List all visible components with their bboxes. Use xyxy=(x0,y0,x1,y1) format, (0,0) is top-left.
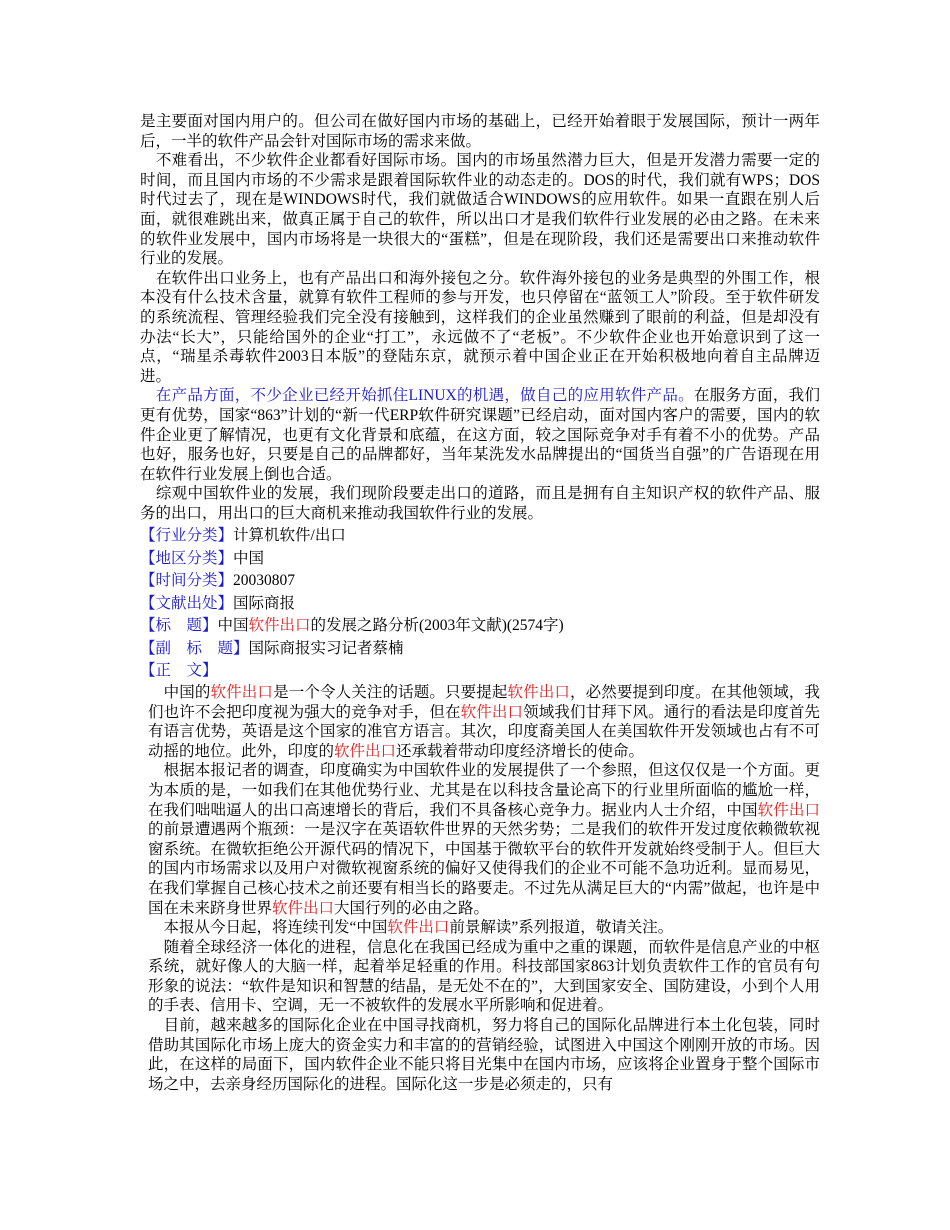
meta-source-label: 【文献出处】 xyxy=(140,594,234,612)
intro-paragraph-2: 不难看出，不少软件企业都看好国际市场。国内的市场虽然潜力巨大，但是开发潜力需要一定的时间，而且国内市场的不少需求是跟着国际软件业的动态走的。DOS的时代，我们就有WPS；DOS时代过去了，现在是WINDOWS时代，我们就做适合WINDOWS的应用软件。如果一直跟在别人后面，就很难跳出来，做真正属于自己的软件，所以出口才是我们软件行业发展的必由之路。在未来的软件业发展中，国内市场将是一块很大的“蛋糕”，但是在现阶段，我们还是需要出口来推动软件行业的发展。 xyxy=(140,152,820,268)
text-run: ，必然要提到印度。在其他领域，我们也许不会把印度视为强大的竞争对手，但在 xyxy=(148,683,820,721)
meta-subtitle xyxy=(140,638,820,661)
intro-paragraph-1: 是主要面对国内用户的。但公司在做好国内市场的基础上，已经开始着眼于发展国际，预计一两年后，一半的软件产品会针对国际市场的需求来做。 xyxy=(140,113,820,150)
meta-title-keyword: 软件出口 xyxy=(248,617,311,635)
intro-paragraph-3: 在软件出口业务上，也有产品出口和海外接包之分。软件海外接包的业务是典型的外围工作，根本没有什么技术含量，就算有软件工程师的参与开发，也只停留在“蓝领工人”阶段。至于软件研发的系统流程、管理经验我们完全没有接触到，这样我们的企业虽然赚到了眼前的利益，但是却没有办法“长大”，只能给国外的企业“打工”，永远做不了“老板”。不少软件企业也开始意识到了这一点，“瑞星杀毒软件2003日本版”的登陆东京，就预示着中国企业正在开始积极地向着自主品牌迈进。 xyxy=(140,269,820,385)
product-service-paragraph xyxy=(140,386,820,484)
meta-title-post: 的发展之路分析(2003年文献)(2574字) xyxy=(310,617,564,635)
article-paragraph-2 xyxy=(148,761,820,918)
meta-region-value: 中国 xyxy=(233,549,265,567)
article-body xyxy=(140,683,820,1094)
meta-source xyxy=(140,593,820,616)
meta-subtitle-value: 国际商报实习记者蔡楠 xyxy=(248,639,404,657)
text-run: 中国的 xyxy=(148,683,211,701)
article-paragraph-3 xyxy=(148,918,820,938)
meta-industry-value: 计算机软件/出口 xyxy=(233,527,346,545)
document-page xyxy=(140,112,820,1094)
keyword-highlight: 软件出口 xyxy=(757,801,820,819)
closing-paragraph: 综观中国软件业的发展，我们现阶段要走出口的道路，而且是拥有自主知识产权的软件产品、服务的出口，用出口的巨大商机来推动我国软件行业的发展。 xyxy=(140,485,820,522)
text-run: 的前景遭遇两个瓶颈：一是汉字在英语软件世界的天然劣势；二是我们的软件开发过度依赖微软视窗系统。在微软拒绝公开源代码的情况下，中国基于微软平台的软件开发就始终受制于人。但巨大的国内市场需求以及用户对微软视窗系统的偏好又使得我们的企业不可能不急功近利。显而易见，在我们掌握自己核心技术之前还要有相当长的路要走。不过先从满足巨大的“内需”做起，也许是中国在未来跻身世界 xyxy=(148,821,820,917)
text-run: 是一个令人关注的话题。只要提起 xyxy=(273,683,508,701)
meta-title xyxy=(140,615,820,638)
keyword-highlight: 软件出口 xyxy=(507,683,571,701)
meta-title-label: 【标 题】 xyxy=(140,617,218,635)
text-run: 前景解读”系列报道，敬请关注。 xyxy=(449,919,674,937)
text-run: 领域我们甘拜下风。通行的看法是印度首先有语言优势，英语是这个国家的准官方语言。其次，印度裔美国人在美国软件开发领域也占有不可动摇的地位。此外，印度的 xyxy=(148,703,820,760)
text-run: 还承载着带动印度经济增长的使命。 xyxy=(396,742,645,760)
meta-region xyxy=(140,548,820,571)
article-paragraph-1 xyxy=(148,683,820,761)
meta-subtitle-label: 【副 标 题】 xyxy=(140,639,249,657)
meta-time-label: 【时间分类】 xyxy=(140,572,234,590)
keyword-highlight: 软件出口 xyxy=(210,683,274,701)
keyword-highlight: 软件出口 xyxy=(460,703,524,721)
meta-industry xyxy=(140,525,820,548)
text-run: 大国行列的必由之路。 xyxy=(334,899,490,917)
text-run: 本报从今日起，将连续刊发“中国 xyxy=(148,919,388,937)
meta-industry-label: 【行业分类】 xyxy=(140,527,234,545)
meta-body xyxy=(140,660,820,683)
text-run: 根据本报记者的调查，印度确实为中国软件业的发展提供了一个参照，但这仅仅是一个方面。更为本质的是，一如我们在其他优势行业、尤其是在以科技含量论高下的行业里所面临的尴尬一样，在我们咄咄逼人的出口高速增长的背后，我们不具备核心竞争力。据业内人士介绍，中国 xyxy=(148,762,820,819)
meta-body-label: 【正 文】 xyxy=(140,662,218,680)
highlighted-sentence: 在产品方面，不少企业已经开始抓住LINUX的机遇，做自己的应用软件产品。 xyxy=(140,387,694,405)
meta-title-pre: 中国 xyxy=(217,617,249,635)
meta-time-value: 20030807 xyxy=(233,572,296,590)
article-paragraph-5: 目前，越来越多的国际化企业在中国寻找商机，努力将自己的国际化品牌进行本土化包装，同时借助其国际化市场上庞大的资金实力和丰富的的营销经验，试图进入中国这个刚刚开放的市场。因此，在这样的局面下，国内软件企业不能只将目光集中在国内市场，应该将企业置身于整个国际市场之中，去亲身经历国际化的进程。国际化这一步是必须走的，只有 xyxy=(148,1017,820,1093)
article-paragraph-4: 随着全球经济一体化的进程，信息化在我国已经成为重中之重的课题，而软件是信息产业的中枢系统，就好像人的大脑一样，起着举足轻重的作用。科技部国家863计划负责软件工作的官员有句形象的说法：“软件是知识和智慧的结晶，是无处不在的”，大到国家安全、国防建设，小到个人用的手表、信用卡、空调，无一不被软件的发展水平所影响和促进着。 xyxy=(148,938,820,1015)
keyword-highlight: 软件出口 xyxy=(272,899,335,917)
meta-time xyxy=(140,570,820,593)
meta-region-label: 【地区分类】 xyxy=(140,549,234,567)
keyword-highlight: 软件出口 xyxy=(334,742,397,760)
keyword-highlight: 软件出口 xyxy=(387,919,450,937)
paragraph-rest: 在服务方面，我们更有优势，国家“863”计划的“新一代ERP软件研究课题”已经启动，面对国内客户的需要，国内的软件企业更了解情况，也更有文化背景和底蕴，在这方面，较之国际竞争对手有着不小的优势。产品也好，服务也好，只要是自己的品牌都好，当年某洗发水品牌提出的“国货当自强”的广告语现在用在软件行业发展上倒也合适。 xyxy=(140,387,820,483)
meta-source-value: 国际商报 xyxy=(233,594,296,612)
